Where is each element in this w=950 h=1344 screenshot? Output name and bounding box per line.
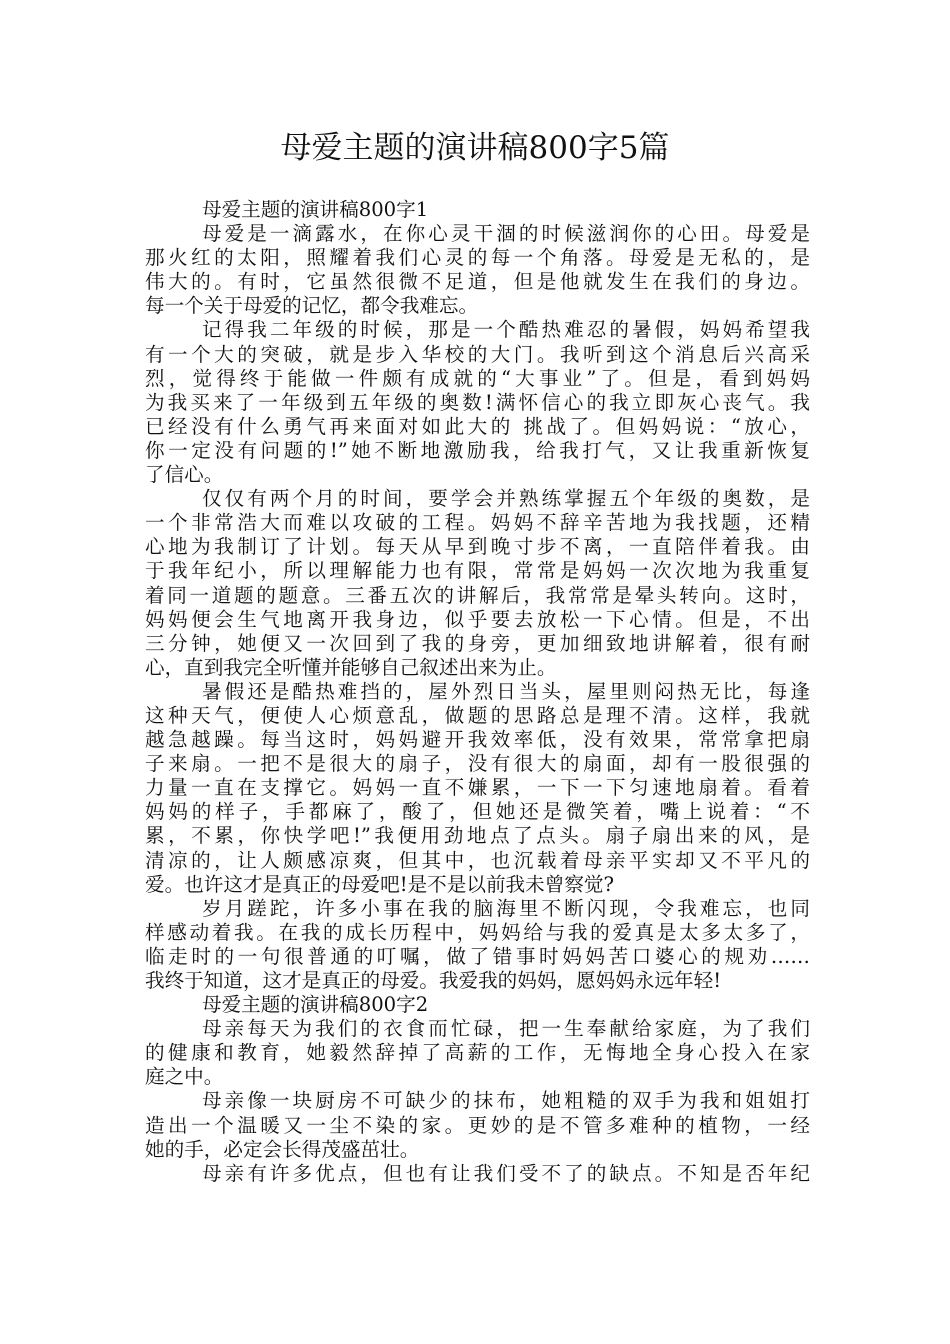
text-line: 子来扇。一把不是很大的扇子，没有很大的扇面，却有一股很强的 (145, 752, 810, 776)
text-line: 于我年纪小，所以理解能力也有限，常常是妈妈一次次地为我重复 (145, 559, 810, 583)
text-line: 着同一道题的题意。三番五次的讲解后，我常常是晕头转向。这时， (145, 583, 810, 607)
text-line: 清凉的，让人颇感凉爽，但其中，也沉载着母亲平实却又不平凡的 (145, 848, 810, 872)
text-line: 这种天气，便使人心烦意乱，做题的思路总是理不清。这样，我就 (145, 703, 810, 727)
text-line: 力量一直在支撑它。妈妈一直不嫌累，一下一下匀速地扇着。看着 (145, 776, 810, 800)
text-line: 母爱主题的演讲稿800字1 (202, 198, 429, 221)
text-line: 心地为我制订了计划。每天从早到晚寸步不离，一直陪伴着我。由 (145, 535, 810, 559)
text-line: 妈妈的样子，手都麻了，酸了，但她还是微笑着，嘴上说着：“不 (145, 800, 810, 824)
text-line: 烈，觉得终于能做一件颇有成就的“大事业”了。但是，看到妈妈 (145, 366, 810, 390)
text-line: 记得我二年级的时候，那是一个酷热难忍的暑假，妈妈希望我 (202, 318, 810, 342)
text-line: 临走时的一句很普通的叮嘱，做了错事时妈妈苦口婆心的规劝…… (145, 944, 810, 968)
text-line: 心，直到我完全听懂并能够自己叙述出来为止。 (145, 655, 557, 679)
text-line: 仅仅有两个月的时间，要学会并熟练掌握五个年级的奥数，是 (202, 487, 810, 511)
text-line: 一个非常浩大而难以攻破的工程。妈妈不辞辛苦地为我找题，还精 (145, 511, 810, 535)
text-line: 三分钟，她便又一次回到了我的身旁，更加细致地讲解着，很有耐 (145, 631, 810, 655)
text-line: 庭之中。 (145, 1065, 224, 1089)
text-line: 她的手，必定会长得茂盛茁壮。 (145, 1137, 420, 1161)
text-line: 母亲像一块厨房不可缺少的抹布，她粗糙的双手为我和姐姐打 (202, 1089, 810, 1113)
text-line: 为我买来了一年级到五年级的奥数!满怀信心的我立即灰心丧气。我 (145, 390, 810, 414)
text-line: 我终于知道，这才是真正的母爱。我爱我的妈妈，愿妈妈永远年轻! (145, 969, 722, 992)
text-line: 的健康和教育，她毅然辞掉了高薪的工作，无悔地全身心投入在家 (145, 1041, 810, 1065)
text-line: 已经没有什么勇气再来面对如此大的 挑战了。但妈妈说：“放心， (145, 414, 810, 438)
text-line: 了信心。 (145, 463, 224, 487)
text-line: 累，不累，你快学吧!”我便用劲地点了点头。扇子扇出来的风，是 (145, 824, 810, 848)
text-line: 母爱主题的演讲稿800字2 (202, 993, 429, 1017)
text-line: 母亲每天为我们的衣食而忙碌，把一生奉献给家庭，为了我们 (202, 1017, 810, 1041)
text-line: 你一定没有问题的!”她不断地激励我，给我打气，又让我重新恢复 (145, 438, 810, 462)
document-body (145, 198, 810, 1186)
text-line: 那火红的太阳，照耀着我们心灵的每一个角落。母爱是无私的，是 (145, 246, 810, 270)
text-line: 每一个关于母爱的记忆，都令我难忘。 (145, 294, 479, 318)
document-title: 母爱主题的演讲稿800字5篇 (280, 130, 670, 166)
text-line: 暑假还是酷热难挡的，屋外烈日当头，屋里则闷热无比，每逢 (202, 679, 810, 703)
text-line: 岁月蹉跎，许多小事在我的脑海里不断闪现，令我难忘，也同 (202, 896, 810, 920)
text-line: 样感动着我。在我的成长历程中，妈妈给与我的爱真是太多太多了， (145, 920, 810, 944)
text-line: 爱。也许这才是真正的母爱吧!是不是以前我未曾察觉? (145, 872, 615, 896)
text-line: 造出一个温暖又一尘不染的家。更妙的是不管多难种的植物，一经 (145, 1113, 810, 1137)
text-line: 母亲有许多优点，但也有让我们受不了的缺点。不知是否年纪 (202, 1161, 810, 1185)
text-line: 伟大的。有时，它虽然很微不足道，但是他就发生在我们的身边。 (145, 270, 810, 294)
text-line: 越急越躁。每当这时，妈妈避开我效率低，没有效果，常常拿把扇 (145, 728, 810, 752)
text-line: 妈妈便会生气地离开我身边，似乎要去放松一下心情。但是，不出 (145, 607, 810, 631)
text-line: 母爱是一滴露水，在你心灵干涸的时候滋润你的心田。母爱是 (202, 222, 810, 246)
text-line: 有一个大的突破，就是步入华校的大门。我听到这个消息后兴高采 (145, 342, 810, 366)
